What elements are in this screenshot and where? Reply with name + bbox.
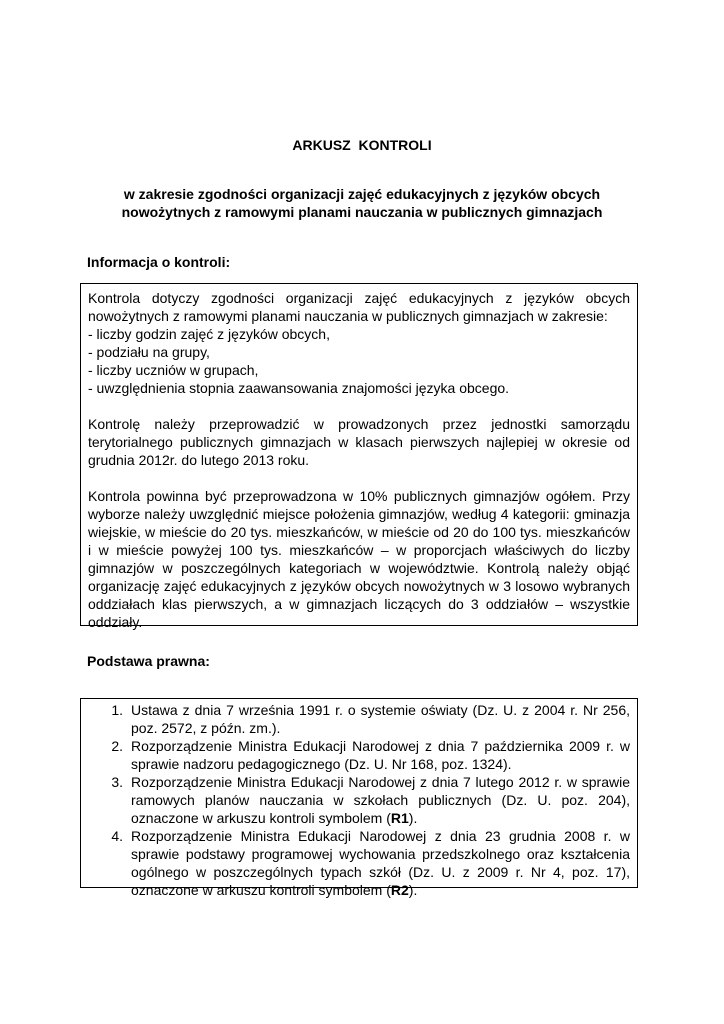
- list-item: - liczby uczniów w grupach,: [88, 362, 259, 378]
- list-number: 4.: [111, 828, 123, 844]
- legal-basis-list: [81, 701, 630, 899]
- list-item: - liczby godzin zajęć z języków obcych,: [88, 326, 330, 342]
- symbol-r1: R1: [390, 810, 409, 826]
- list-number: 2.: [111, 738, 123, 754]
- list-text: Rozporządzenie Ministra Edukacji Narodowej z dnia 7 października 2009 r. w sprawie nadzoru pedagogicznego (Dz. U. Nr 168, poz. 1324).: [131, 738, 630, 772]
- list-item: [81, 701, 630, 737]
- document-subtitle: [80, 185, 644, 221]
- info-intro: Kontrola dotyczy zgodności organizacji zajęć edukacyjnych z języków obcych nowożytnych z ramowymi planami nauczania w publicznych gimnazjach w zakresie:: [88, 290, 630, 324]
- info-scope: [88, 289, 630, 397]
- list-text-suffix: ).: [408, 810, 418, 826]
- list-item: [81, 737, 630, 773]
- subtitle-line: w zakresie zgodności organizacji zajęć edukacyjnych z języków obcych: [123, 186, 601, 202]
- legal-heading: Podstawa prawna:: [87, 653, 210, 669]
- symbol-r2: R2: [390, 882, 409, 898]
- document-title: ARKUSZ KONTROLI: [292, 137, 432, 153]
- list-text: Ustawa z dnia 7 września 1991 r. o systemie oświaty (Dz. U. z 2004 r. Nr 256, poz. 2572, z późn. zm.).: [131, 702, 630, 736]
- list-number: 3.: [111, 774, 123, 790]
- list-item: - uwzględnienia stopnia zaawansowania znajomości języka obcego.: [88, 380, 510, 396]
- list-item: [81, 773, 630, 827]
- info-box: [80, 283, 638, 630]
- info-heading: Informacja o kontroli:: [87, 254, 231, 270]
- info-paragraph-sampling: Kontrola powinna być przeprowadzona w 10% publicznych gimnazjów ogółem. Przy wyborze należy uwzględnić miejsce położenia gimnazjów, według 4 kategorii: gminazja wiejskie, w mieście do 20 tys. mieszkańców, w mieście od 20 do 100 tys. mieszkańców i w mieście powyżej 100 tys. mieszkańców – w proporcjach właściwych do liczby gimnazjów w poszczególnych kategoriach w województwie. Kontrolą należy objąć organizację zajęć edukacyjnych z języków obcych nowożytnych w 3 losowo wybranych oddziałach klas pierwszych, a w gimnazjach liczących do 3 oddziałów – wszystkie oddziały.: [88, 488, 630, 630]
- list-text-suffix: ).: [408, 882, 418, 898]
- list-item: [81, 827, 630, 899]
- subtitle-line: nowożytnych z ramowymi planami nauczania w publicznych gimnazjach: [121, 204, 603, 220]
- list-item: - podziału na grupy,: [88, 344, 210, 360]
- list-text-body: Rozporządzenie Ministra Edukacji Narodowej z dnia 23 grudnia 2008 r. w sprawie podstawy programowej wychowania przedszkolnego oraz kształcenia ogólnego w poszczególnych typach szkół (Dz. U. z 2009 r. Nr 4, poz. 17), oznaczone w arkuszu kontroli symbolem (: [131, 828, 630, 898]
- list-number: 1.: [111, 702, 123, 718]
- list-text: [131, 773, 630, 827]
- legal-basis-box: [80, 698, 638, 898]
- list-text-body: Rozporządzenie Ministra Edukacji Narodowej z dnia 7 lutego 2012 r. w sprawie ramowych planów nauczania w szkołach publicznych (Dz. U. poz. 204), oznaczone w arkuszu kontroli symbolem (: [131, 774, 630, 826]
- info-paragraph-timing: Kontrolę należy przeprowadzić w prowadzonych przez jednostki samorządu terytorialnego publicznych gimnazjach w klasach pierwszych najlepiej w okresie od grudnia 2012r. do lutego 2013 roku.: [88, 416, 630, 468]
- list-text: [131, 827, 630, 899]
